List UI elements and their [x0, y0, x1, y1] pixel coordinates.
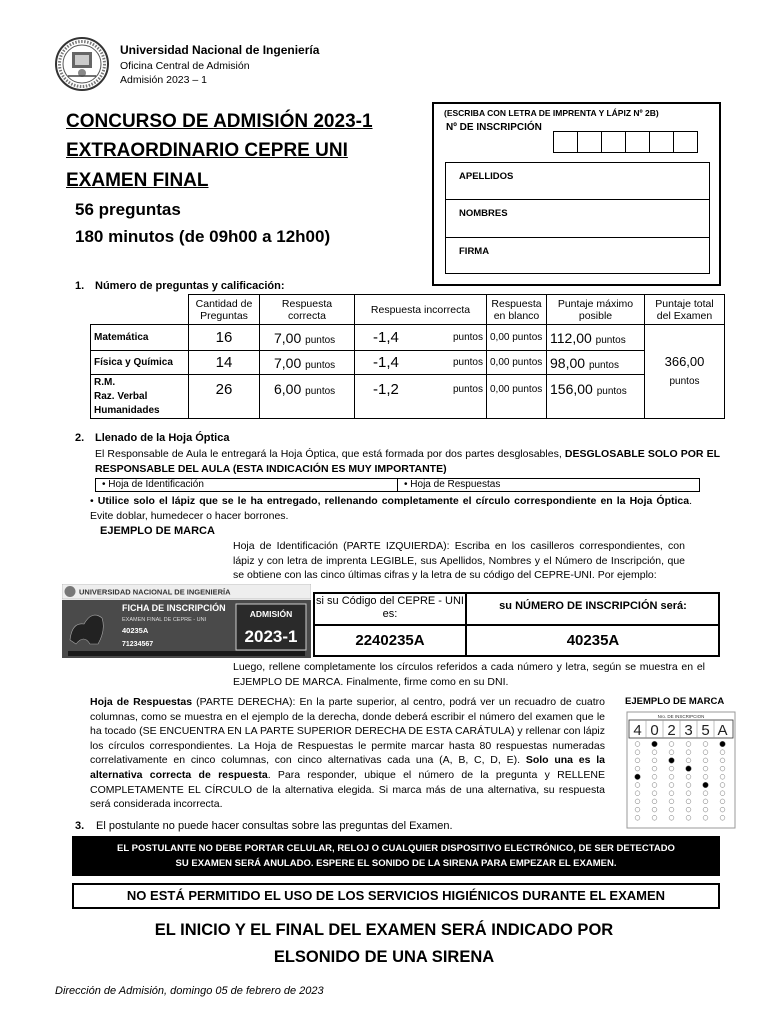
bubble: [686, 807, 691, 812]
restroom-notice: NO ESTÁ PERMITIDO EL USO DE LOS SERVICIOS HIGIÉNICOS DURANTE EL EXAMEN: [72, 883, 720, 909]
bubble: [703, 750, 708, 755]
section1-number: 1.: [75, 280, 85, 292]
bubble: [652, 758, 657, 763]
part-identification: • Hoja de Identificación: [102, 479, 204, 490]
score-table: [90, 294, 725, 419]
bubble: [720, 774, 725, 779]
bubble: [686, 783, 691, 788]
digit-5: 5: [701, 722, 710, 739]
bubble: [703, 758, 708, 763]
header-correct: Respuesta correcta: [260, 295, 355, 325]
code-right-header: su NÚMERO DE INSCRIPCIÓN será:: [499, 600, 687, 612]
incorrect-cell: -1,4: [355, 325, 430, 351]
bubble: [635, 774, 641, 780]
bubble: [703, 742, 708, 747]
bubble: [686, 815, 691, 820]
bubble: [703, 766, 708, 771]
subject-cell: R.M. Raz. Verbal Humanidades: [91, 375, 189, 419]
signature-field[interactable]: FIRMA: [459, 245, 490, 257]
section2-number: 2.: [75, 432, 85, 444]
max-cell: 112,00 puntos: [547, 325, 645, 351]
exam-title-line2: EXTRAORDINARIO CEPRE UNI: [66, 140, 348, 161]
bubble: [703, 782, 709, 788]
incorrect-cell: -1,4: [355, 351, 430, 375]
count-cell: 16: [189, 325, 260, 351]
bubble: [652, 815, 657, 820]
card-number: 40235A: [122, 626, 149, 635]
card-subtitle: EXAMEN FINAL DE CEPRE - UNI: [122, 617, 207, 623]
name-fields-box: [445, 162, 710, 274]
bubble: [652, 741, 658, 747]
bubble: [686, 742, 691, 747]
card-title: FICHA DE INSCRIPCIÓN: [122, 603, 226, 613]
incorrect-unit: puntos: [429, 325, 486, 351]
bubble-header: Nro. DE INSCRIPCION: [657, 714, 705, 719]
header-incorrect: Respuesta incorrecta: [355, 295, 487, 325]
inscription-value: 40235A: [566, 632, 620, 649]
registration-number-label: Nº DE INSCRIPCIÓN: [446, 122, 542, 133]
bubble: [720, 815, 725, 820]
bubble: [703, 799, 708, 804]
correct-cell: 6,00 puntos: [260, 375, 355, 419]
bubble: [669, 750, 674, 755]
exam-title-line1: CONCURSO DE ADMISIÓN 2023-1: [66, 111, 373, 132]
section1-title: Número de preguntas y calificación:: [95, 280, 285, 292]
bubble: [669, 791, 674, 796]
incorrect-cell: -1,2: [355, 375, 430, 419]
code-example-table: [313, 592, 720, 657]
incorrect-unit: puntos: [429, 375, 486, 419]
bubble: [669, 758, 675, 764]
bubble: [669, 766, 674, 771]
bubble: [635, 750, 640, 755]
header-blank: Respuesta en blanco: [487, 295, 547, 325]
card-badge-top: ADMISIÓN: [249, 609, 293, 619]
count-cell: 26: [189, 375, 260, 419]
warning-banner: EL POSTULANTE NO DEBE PORTAR CELULAR, RELOJ O CUALQUIER DISPOSITIVO ELECTRÓNICO, DE SER DETECTADO SU EXAMEN SERÁ ANULADO. ESPERE EL SONIDO DE LA SIRENA PARA EMPEZAR EL EXAMEN.: [72, 836, 720, 876]
after-table-text: Luego, rellene completamente los círculos referidos a cada número y letra, según se muestra en el EJEMPLO DE MARCA. Finalmente, firme como en su DNI.: [233, 661, 705, 688]
header-count: Cantidad de Preguntas: [189, 295, 260, 325]
bubble: [703, 791, 708, 796]
subject-cell: Matemática: [91, 325, 189, 351]
section2-title: Llenado de la Hoja Óptica: [95, 432, 230, 444]
bubble: [635, 742, 640, 747]
question-count: 56 preguntas: [75, 200, 181, 219]
bubble: [669, 774, 674, 779]
bubble: [720, 741, 726, 747]
identification-sheet-text: Hoja de Identificación (PARTE IZQUIERDA): Escriba en los casilleros correspondientes, con lápiz y con letra de imprenta LEGIBLE, sus Apellidos, Nombres y el Número de Inscripción, que se obtiene con las cinco últimas cifras y la letra de su código del CEPRE-UNI. Por ejemplo:: [233, 540, 685, 582]
bubble: [686, 758, 691, 763]
bubble: [652, 774, 657, 779]
bubble: [669, 807, 674, 812]
bubble: [652, 750, 657, 755]
bubble-sheet-example: [625, 710, 737, 830]
answer-sheet-text: Hoja de Respuestas (PARTE DERECHA): En la parte superior, al centro, podrá ver un recuadro de cuatro columnas, como se muestra en el ejemplo de la derecha, donde deberá escribir el número del examen que le ha tocado (SE ENCUENTRA EN LA PARTE SUPERIOR DERECHA DE ESTA CARÁTULA) y rellenar con lápiz los círculos correspondientes. La Hoja de Respuestas le permite marcar hasta 80 respuestas numeradas correlativamente en cinco columnas, con cinco alternativas cada una (A, B, C, D, E). Solo una es la alternativa correcta de respuesta. Para responder, ubique el número de la pregunta y RELLENE COMPLETAMENTE EL CÍRCULO de la alternativa elegida. Si marca más de una alternativa, su respuesta será considerada incorrecta.: [90, 696, 606, 811]
bubble: [635, 758, 640, 763]
section3-number: 3.: [75, 820, 85, 832]
bubble: [635, 791, 640, 796]
max-cell: 98,00 puntos: [547, 351, 645, 375]
bubble: [703, 774, 708, 779]
bubble: [652, 791, 657, 796]
university-seal-logo: [54, 28, 110, 100]
bubble: [720, 758, 725, 763]
bubble: [635, 807, 640, 812]
bubble: [635, 799, 640, 804]
footer-signature: Dirección de Admisión, domingo 05 de febrero de 2023: [55, 985, 324, 997]
bubble: [720, 783, 725, 788]
bubble: [703, 815, 708, 820]
bubble: [703, 807, 708, 812]
bubble: [720, 799, 725, 804]
total-cell: 366,00 puntos: [645, 325, 725, 419]
bubble: [686, 799, 691, 804]
example-mark-right-label: EJEMPLO DE MARCA: [625, 696, 725, 707]
table-row: [91, 375, 725, 419]
names-field[interactable]: NOMBRES: [446, 200, 709, 237]
registration-number-cells[interactable]: [554, 131, 698, 153]
header-empty: [91, 295, 189, 325]
digit-6: A: [717, 722, 728, 739]
siren-message-line2: ELSONIDO DE UNA SIRENA: [273, 948, 495, 966]
registration-instruction: (ESCRIBA CON LETRA DE IMPRENTA Y LÁPIZ Nº 2B): [444, 108, 659, 118]
blank-cell: 0,00 puntos: [487, 375, 547, 419]
bubble: [635, 783, 640, 788]
exam-title-line3: EXAMEN FINAL: [66, 170, 209, 191]
bubble: [669, 783, 674, 788]
office-name: Oficina Central de Admisión: [120, 60, 250, 72]
bubble: [686, 791, 691, 796]
pencil-instruction: • Utilice solo el lápiz que se le ha entregado, rellenando completamente el círculo correspondiente en la Hoja Óptica. Evite doblar, humedecer o hacer borrones.: [90, 495, 692, 522]
card-dni: 71234567: [122, 641, 154, 648]
siren-message-line1: EL INICIO Y EL FINAL DEL EXAMEN SERÁ INDICADO POR: [154, 921, 614, 939]
section3-text: El postulante no puede hacer consultas sobre las preguntas del Examen.: [96, 820, 453, 832]
bubble: [669, 799, 674, 804]
table-row: [91, 351, 725, 375]
bubble: [652, 807, 657, 812]
count-cell: 14: [189, 351, 260, 375]
code-value: 2240235A: [355, 632, 425, 649]
section2-intro: El Responsable de Aula le entregará la Hoja Óptica, que está formada por dos partes desglosables, DESGLOSABLE SOLO POR EL RESPONSABLE DEL AULA (ESTA INDICACIÓN ES MUY IMPORTANTE): [95, 448, 720, 475]
card-university: UNIVERSIDAD NACIONAL DE INGENIERÍA: [79, 587, 231, 597]
digit-3: 2: [667, 722, 676, 739]
bubble: [635, 815, 640, 820]
digit-2: 0: [650, 722, 659, 739]
correct-cell: 7,00 puntos: [260, 325, 355, 351]
header-total: Puntaje total del Examen: [645, 295, 725, 325]
bubble: [669, 815, 674, 820]
card-badge-year: 2023-1: [244, 627, 298, 646]
blank-cell: 0,00 puntos: [487, 325, 547, 351]
bubble: [686, 774, 691, 779]
optical-sheet-parts: [95, 478, 700, 492]
bubble: [720, 766, 725, 771]
bubble: [635, 766, 640, 771]
subject-cell: Física y Química: [91, 351, 189, 375]
blank-cell: 0,00 puntos: [487, 351, 547, 375]
bubble: [720, 750, 725, 755]
exam-duration: 180 minutos (de 09h00 a 12h00): [75, 227, 331, 246]
bubble: [652, 766, 657, 771]
bubble: [652, 783, 657, 788]
incorrect-unit: puntos: [429, 351, 486, 375]
table-row: [91, 325, 725, 351]
university-name: Universidad Nacional de Ingeniería: [120, 43, 320, 57]
digit-4: 3: [684, 722, 693, 739]
header-max: Puntaje máximo posible: [547, 295, 645, 325]
admission-period: Admisión 2023 – 1: [120, 74, 207, 86]
bubble: [686, 750, 691, 755]
bubble: [652, 799, 657, 804]
bubble: [686, 766, 692, 772]
inscription-card-image: [62, 584, 311, 658]
example-mark-label: EJEMPLO DE MARCA: [100, 525, 215, 537]
digit-1: 4: [633, 722, 642, 739]
bubble: [720, 791, 725, 796]
max-cell: 156,00 puntos: [547, 375, 645, 419]
bubble: [720, 807, 725, 812]
code-left-header: si su Código del CEPRE - UNI es:: [316, 595, 464, 620]
part-answers: • Hoja de Respuestas: [397, 479, 699, 491]
surnames-field[interactable]: APELLIDOS: [446, 163, 709, 200]
correct-cell: 7,00 puntos: [260, 351, 355, 375]
bubble: [669, 742, 674, 747]
